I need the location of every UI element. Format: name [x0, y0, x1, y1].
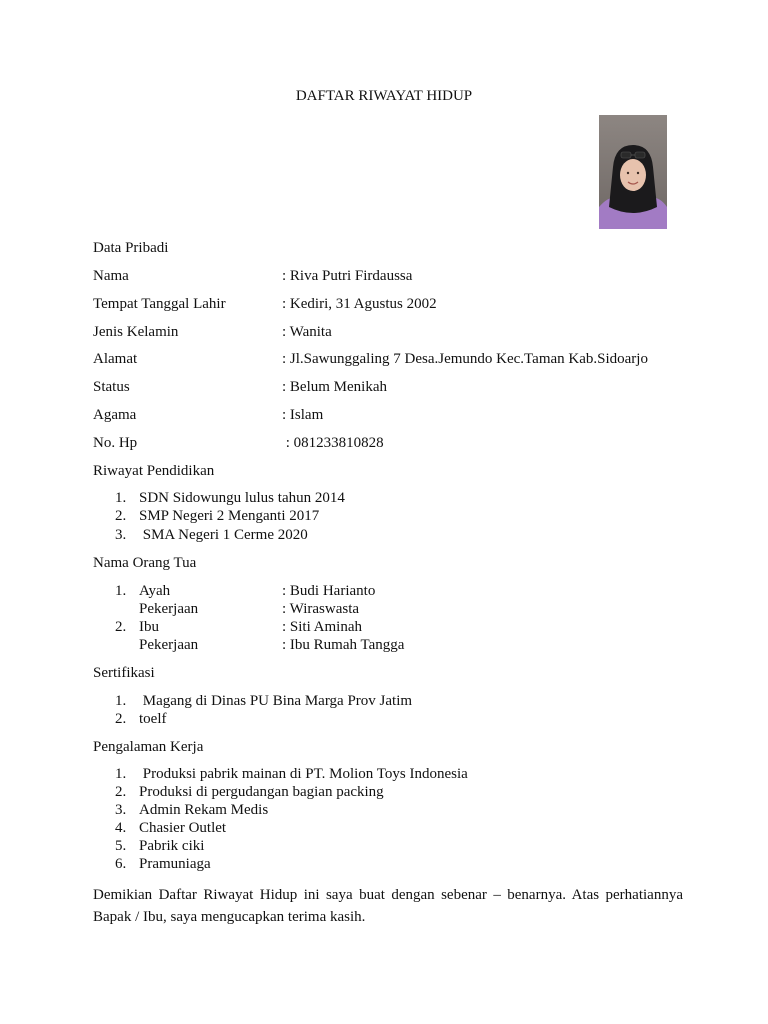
list-text: SDN Sidowungu lulus tahun 2014: [139, 490, 345, 506]
list-text: Chasier Outlet: [139, 820, 227, 836]
list-text: Produksi pabrik mainan di PT. Molion Toys Indonesia: [139, 766, 468, 782]
section-heading-data-pribadi: Data Pribadi: [93, 240, 169, 256]
info-value: : Riva Putri Firdaussa: [282, 268, 413, 284]
info-value: : Islam: [282, 407, 324, 423]
document-title: DAFTAR RIWAYAT HIDUP: [295, 88, 473, 104]
list-text: Pramuniaga: [139, 856, 211, 872]
info-row-alamat: [93, 351, 713, 371]
list-text: toelf: [139, 711, 167, 727]
list-number: 1.: [115, 583, 127, 599]
info-label: Tempat Tanggal Lahir: [93, 296, 226, 312]
info-label: Agama: [93, 407, 137, 423]
info-row-status: [93, 379, 713, 399]
info-label: Nama: [93, 268, 129, 284]
info-value: : 081233810828: [282, 435, 384, 451]
list-value: : Wiraswasta: [282, 601, 360, 617]
list-label: Ayah: [139, 583, 171, 599]
list-number: 3.: [115, 802, 127, 818]
list-text: Produksi di pergudangan bagian packing: [139, 784, 384, 800]
list-value: : Siti Aminah: [282, 619, 363, 635]
section-heading-sertifikasi: Sertifikasi: [93, 665, 155, 681]
list-text: SMP Negeri 2 Menganti 2017: [139, 508, 320, 524]
list-value: : Budi Harianto: [282, 583, 376, 599]
info-value: : Jl.Sawunggaling 7 Desa.Jemundo Kec.Taman Kab.Sidoarjo: [282, 351, 648, 367]
profile-photo: [599, 115, 667, 229]
list-label: Pekerjaan: [139, 637, 199, 653]
info-value: : Kediri, 31 Agustus 2002: [282, 296, 437, 312]
info-row-jenis-kelamin: [93, 324, 713, 344]
info-row-agama: [93, 407, 713, 427]
list-value: : Ibu Rumah Tangga: [282, 637, 405, 653]
info-label: Alamat: [93, 351, 138, 367]
info-value: : Wanita: [282, 324, 332, 340]
section-heading-pendidikan: Riwayat Pendidikan: [93, 463, 215, 479]
list-number: 4.: [115, 820, 127, 836]
list-number: 2.: [115, 784, 127, 800]
list-text: Pabrik ciki: [139, 838, 205, 854]
list-number: 1.: [115, 693, 127, 709]
list-number: 2.: [115, 711, 127, 727]
info-label: No. Hp: [93, 435, 138, 451]
list-number: 1.: [115, 766, 127, 782]
section-heading-orang-tua: Nama Orang Tua: [93, 555, 197, 571]
list-text: Admin Rekam Medis: [139, 802, 269, 818]
list-text: Magang di Dinas PU Bina Marga Prov Jatim: [139, 693, 413, 709]
list-number: 2.: [115, 619, 127, 635]
info-value: : Belum Menikah: [282, 379, 387, 395]
list-text: SMA Negeri 1 Cerme 2020: [139, 527, 308, 543]
info-label: Jenis Kelamin: [93, 324, 179, 340]
list-number: 5.: [115, 838, 127, 854]
section-heading-pengalaman: Pengalaman Kerja: [93, 739, 204, 755]
info-row-ttl: [93, 296, 713, 316]
info-row-nama: [93, 268, 713, 288]
list-number: 2.: [115, 508, 127, 524]
list-label: Ibu: [139, 619, 159, 635]
info-row-no-hp: [93, 435, 713, 455]
list-number: 3.: [115, 527, 127, 543]
list-number: 6.: [115, 856, 127, 872]
closing-paragraph: Demikian Daftar Riwayat Hidup ini saya buat dengan sebenar – benarnya. Atas perhatiannya Bapak / Ibu, saya mengucapkan terima kasih.: [93, 887, 683, 925]
list-number: 1.: [115, 490, 127, 506]
list-label: Pekerjaan: [139, 601, 199, 617]
info-label: Status: [93, 379, 130, 395]
